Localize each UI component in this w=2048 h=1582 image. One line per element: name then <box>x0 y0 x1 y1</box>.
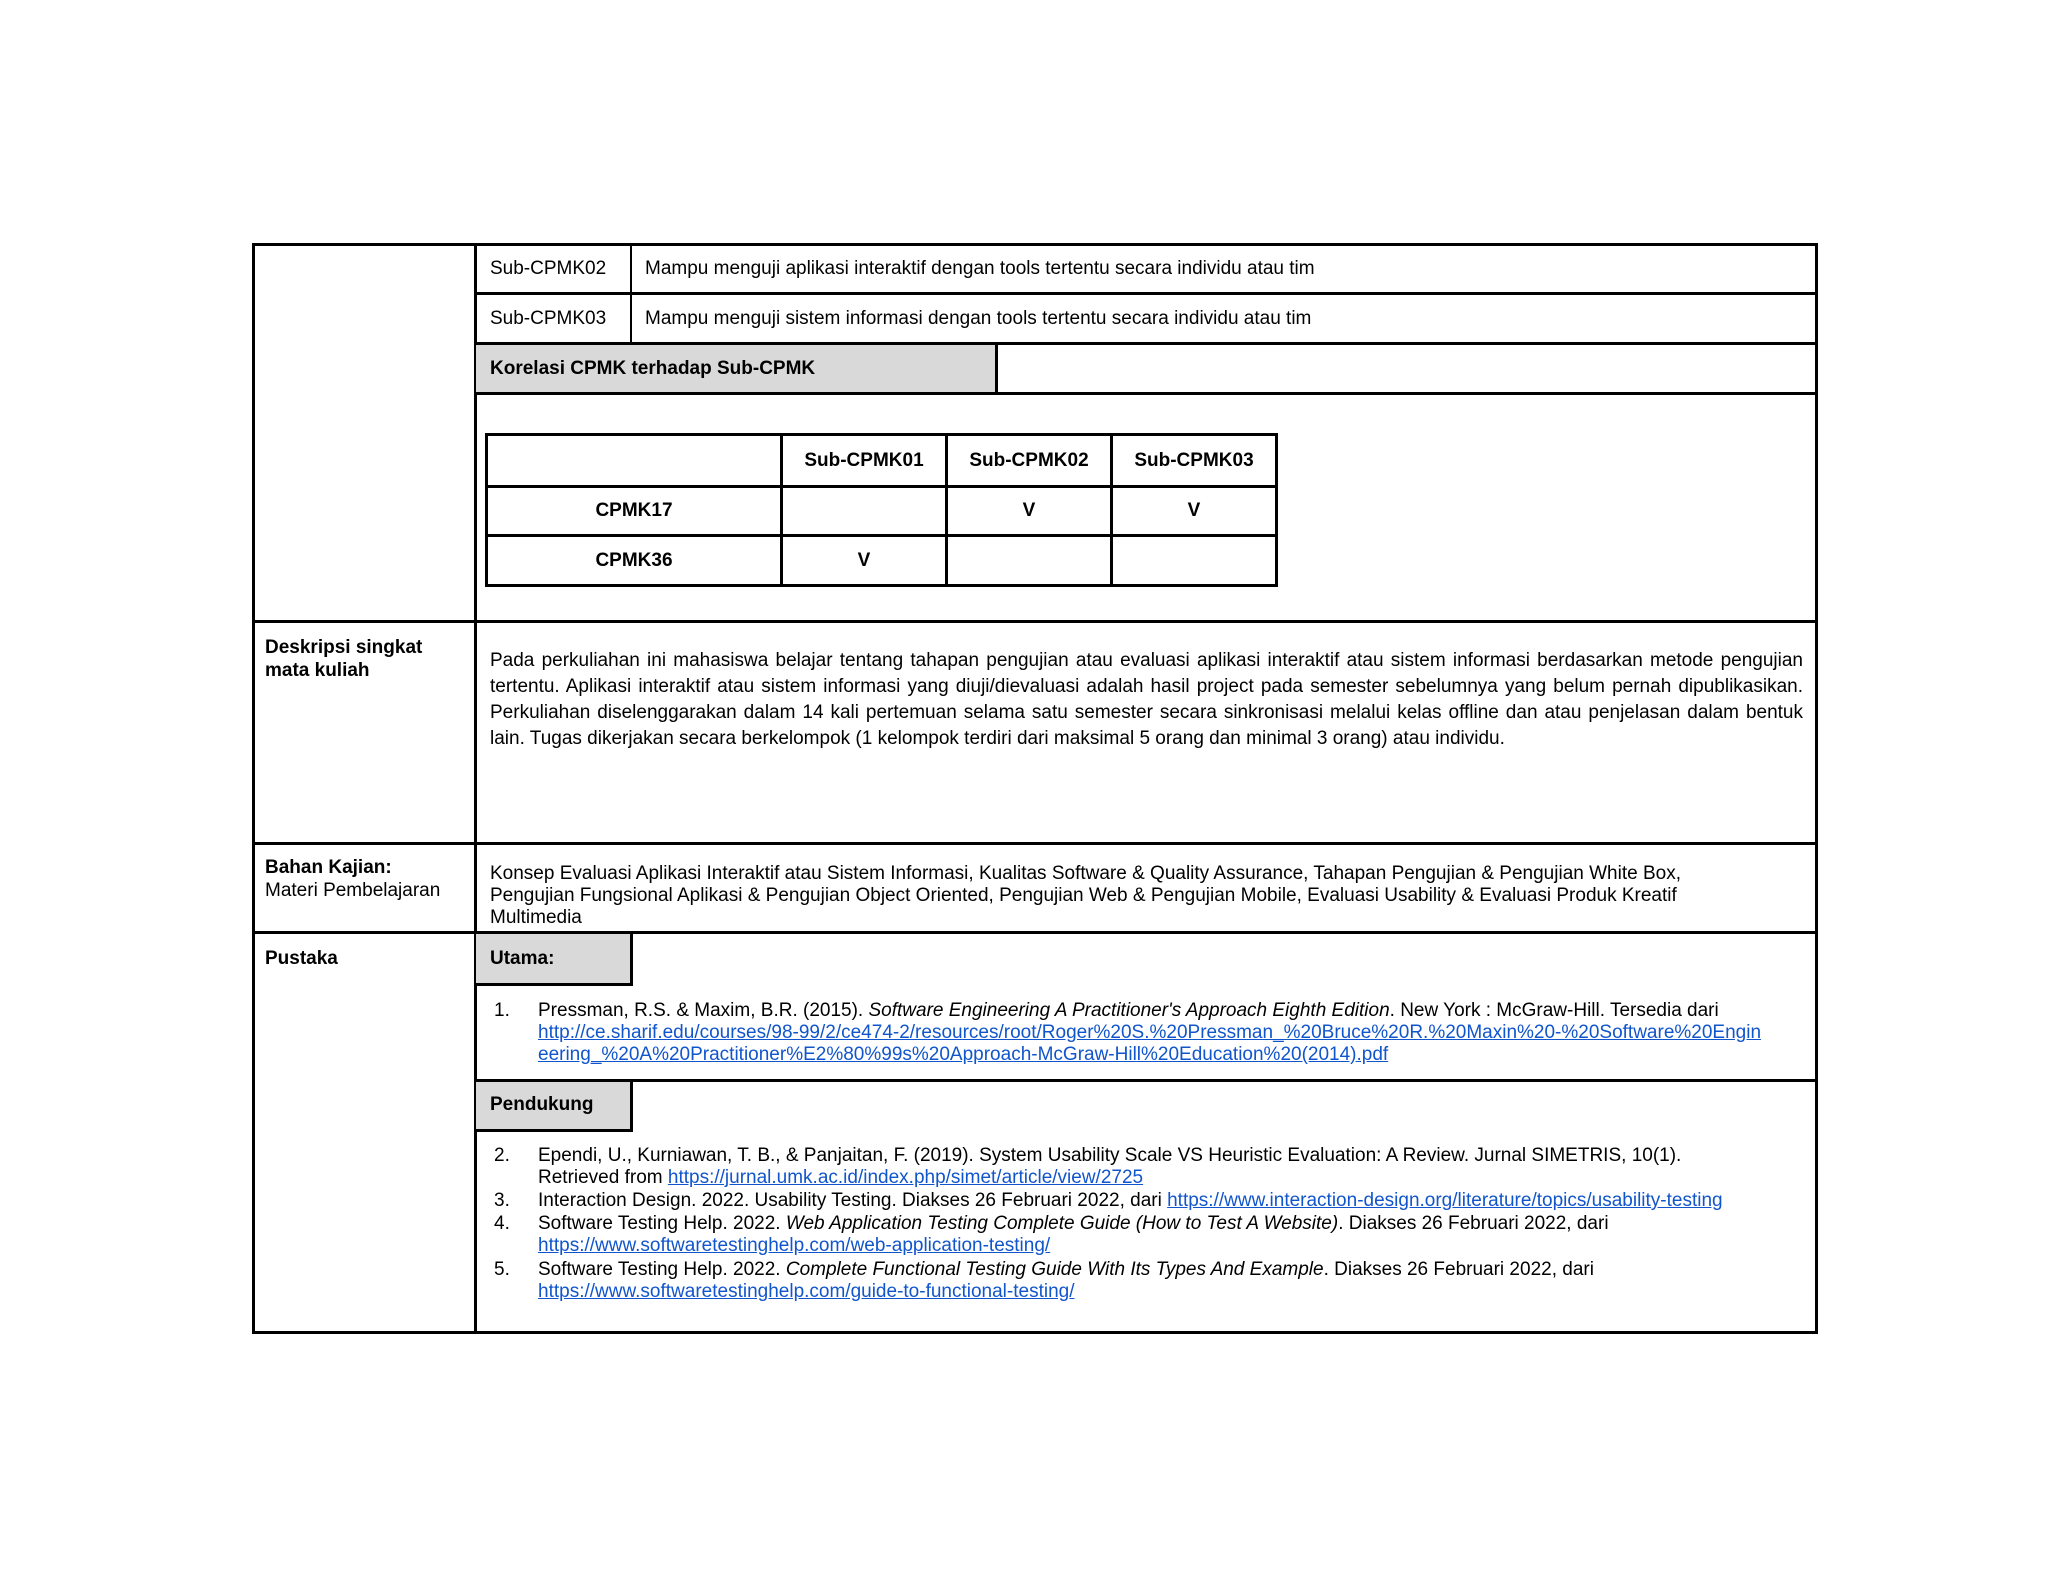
ref-title: Software Engineering A Practitioner's Approach Eighth Edition <box>868 1000 1390 1021</box>
ref-link[interactable]: https://www.interaction-design.org/literature/topics/usability-testing <box>1167 1190 1723 1211</box>
subcpmk-description: Mampu menguji aplikasi interaktif dengan tools tertentu secara individu atau tim <box>645 258 1315 279</box>
bahan-label: Bahan Kajian: <box>265 857 392 878</box>
ref-number: 1. <box>494 1000 510 1021</box>
ref-text: . Diakses 26 Februari 2022, dari <box>1323 1259 1594 1280</box>
deskripsi-text: Pada perkuliahan ini mahasiswa belajar tentang tahapan pengujian atau evaluasi aplikasi interaktif atau sistem informasi berdasarkan metode pengujian tertentu. Aplikasi interaktif atau sistem informasi yang diuji/dievaluasi adalah hasil project pada semester sebelumnya yang belum pernah dipublikasikan. Perkuliahan diselenggarakan dalam 14 kali pertemuan selama satu semester secara sinkronisasi melalui kelas offline dan atau penjelasan dalam bentuk lain. Tugas dikerjakan secara berkelompok (1 kelompok terdiri dari maksimal 5 orang dan minimal 3 orang) atau individu. <box>490 650 1803 749</box>
matrix-header-cell: Sub-CPMK01 <box>804 449 924 471</box>
pendukung-label: Pendukung <box>490 1094 594 1115</box>
ref-link[interactable]: http://ce.sharif.edu/courses/98-99/2/ce474-2/resources/root/Roger%20S.%20Pressman_%20Bruce%20R.%20Maxin%20-%20Software%20Engin <box>538 1022 1762 1043</box>
ref-item <box>538 1145 1808 1189</box>
ref-text: Software Testing Help. 2022. <box>538 1259 786 1280</box>
bahan-text: Konsep Evaluasi Aplikasi Interaktif atau Sistem Informasi, Kualitas Software & Quality Assurance, Tahapan Pengujian & Pengujian White Box, Pengujian Fungsional Aplikasi & Pengujian Object Oriented, Pengujian Web & Pengujian Mobile, Evaluasi Usability & Evaluasi Produk Kreatif Multimedia <box>490 863 1681 928</box>
deskripsi-label: Deskripsi singkat <box>265 637 423 658</box>
ref-text: Retrieved from <box>538 1167 668 1188</box>
matrix-cell: V <box>857 549 871 571</box>
ref-text: Interaction Design. 2022. Usability Testing. Diakses 26 Februari 2022, dari <box>538 1190 1168 1211</box>
ref-number: 5. <box>494 1259 510 1280</box>
matrix-header-cell: Sub-CPMK03 <box>1134 449 1254 471</box>
ref-title: Complete Functional Testing Guide With Its Types And Example <box>785 1259 1324 1280</box>
korelasi-title: Korelasi CPMK terhadap Sub-CPMK <box>490 358 816 379</box>
ref-item <box>538 1190 1808 1212</box>
pustaka-label: Pustaka <box>265 948 338 969</box>
ref-number: 4. <box>494 1213 510 1234</box>
ref-publisher: . New York : McGraw-Hill. Tersedia dari <box>1389 1000 1719 1021</box>
ref-authors: Pressman, R.S. & Maxim, B.R. (2015). <box>538 1000 869 1021</box>
matrix-header-cell: Sub-CPMK02 <box>969 449 1089 471</box>
ref-title: Web Application Testing Complete Guide (How to Test A Website) <box>785 1213 1339 1234</box>
matrix-row-label: CPMK36 <box>595 549 673 571</box>
ref-link[interactable]: https://www.softwaretestinghelp.com/web-application-testing/ <box>538 1235 1051 1256</box>
subcpmk-description: Mampu menguji sistem informasi dengan tools tertentu secara individu atau tim <box>645 308 1312 329</box>
matrix-row-label: CPMK17 <box>595 500 673 521</box>
ref-item <box>538 1000 1808 1066</box>
subcpmk-code: Sub-CPMK02 <box>490 258 607 279</box>
ref-number: 2. <box>494 1145 510 1166</box>
ref-text: Ependi, U., Kurniawan, T. B., & Panjaitan, F. (2019). System Usability Scale VS Heuristic Evaluation: A Review. Jurnal SIMETRIS, 10(1). <box>538 1145 1682 1166</box>
subcpmk-code: Sub-CPMK03 <box>490 308 607 329</box>
ref-number: 3. <box>494 1190 510 1211</box>
matrix-cell <box>948 537 1110 584</box>
ref-link[interactable]: eering_%20A%20Practitioner%E2%80%99s%20Approach-McGraw-Hill%20Education%20(2014).pdf <box>538 1044 1389 1065</box>
ref-text: Software Testing Help. 2022. <box>538 1213 786 1234</box>
bahan-sublabel: Materi Pembelajaran <box>265 880 441 901</box>
utama-label: Utama: <box>490 948 555 969</box>
matrix-cell: V <box>1187 500 1201 521</box>
matrix-cell <box>783 488 945 534</box>
matrix-cell: V <box>1022 500 1036 521</box>
deskripsi-label: mata kuliah <box>265 660 370 681</box>
ref-link[interactable]: https://jurnal.umk.ac.id/index.php/simet/article/view/2725 <box>667 1167 1144 1188</box>
ref-text: . Diakses 26 Februari 2022, dari <box>1338 1213 1609 1234</box>
matrix-cell <box>1113 537 1275 584</box>
ref-link[interactable]: https://www.softwaretestinghelp.com/guide-to-functional-testing/ <box>538 1281 1075 1302</box>
ref-item <box>538 1213 1808 1257</box>
ref-item <box>538 1259 1808 1303</box>
